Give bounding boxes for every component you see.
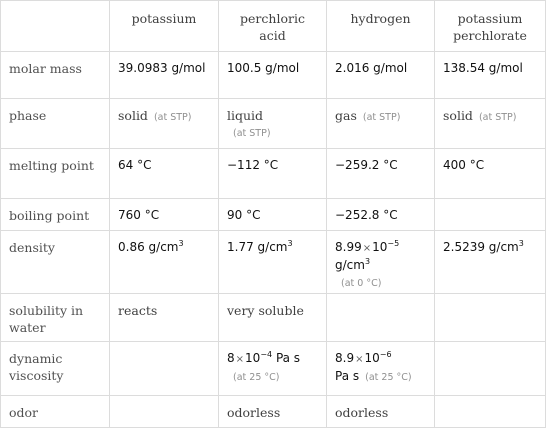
odor-potassium bbox=[110, 396, 219, 428]
table-row bbox=[1, 396, 546, 428]
density-hydrogen bbox=[327, 231, 435, 294]
times-sign: × bbox=[362, 243, 372, 254]
odor-hydrogen: odorless bbox=[327, 396, 435, 428]
row-label-density: density bbox=[1, 231, 110, 294]
power-base: 10 bbox=[245, 351, 261, 365]
molar-mass-hydrogen: 2.016 g/mol bbox=[327, 52, 435, 99]
unit-exponent: 3 bbox=[364, 257, 371, 266]
table-row bbox=[1, 294, 546, 342]
viscosity-condition-note: (at 25 °C) bbox=[365, 372, 412, 383]
density-value: 1.77 g/cm bbox=[227, 240, 288, 254]
times-sign: × bbox=[355, 354, 364, 365]
density-value: 0.86 g/cm bbox=[118, 240, 179, 254]
melting-point-potassium-perchlorate: 400 °C bbox=[435, 149, 546, 199]
density-unit: g/cm bbox=[335, 258, 365, 272]
density-value: 2.5239 g/cm bbox=[443, 240, 519, 254]
table-row bbox=[1, 199, 546, 231]
phase-condition-note: (at STP) bbox=[153, 112, 192, 123]
viscosity-unit: Pa s bbox=[335, 369, 360, 383]
melting-point-perchloric-acid: −112 °C bbox=[219, 149, 327, 199]
power-exponent: −6 bbox=[379, 350, 392, 359]
odor-potassium-perchlorate bbox=[435, 396, 546, 428]
density-perchloric-acid bbox=[219, 231, 327, 294]
solubility-hydrogen bbox=[327, 294, 435, 342]
row-label-melting-point: melting point bbox=[1, 149, 110, 199]
solubility-perchloric-acid: very soluble bbox=[219, 294, 327, 342]
density-condition-note: (at 0 °C) bbox=[341, 278, 382, 289]
power-exponent: −5 bbox=[387, 239, 400, 248]
times-sign: × bbox=[235, 354, 245, 365]
odor-perchloric-acid: odorless bbox=[219, 396, 327, 428]
molar-mass-potassium: 39.0983 g/mol bbox=[110, 52, 219, 99]
viscosity-hydrogen bbox=[327, 342, 435, 396]
row-label-odor: odor bbox=[1, 396, 110, 428]
boiling-point-potassium: 760 °C bbox=[110, 199, 219, 231]
phase-perchloric-acid bbox=[219, 99, 327, 149]
corner-cell bbox=[1, 1, 110, 52]
phase-condition-note: (at STP) bbox=[478, 112, 517, 123]
boiling-point-potassium-perchlorate bbox=[435, 199, 546, 231]
density-potassium bbox=[110, 231, 219, 294]
power-exponent: −4 bbox=[260, 350, 273, 359]
phase-potassium bbox=[110, 99, 219, 149]
viscosity-unit: Pa s bbox=[275, 351, 301, 365]
power-base: 10 bbox=[364, 351, 380, 365]
header-row bbox=[1, 1, 546, 52]
molar-mass-potassium-perchlorate: 138.54 g/mol bbox=[435, 52, 546, 99]
table-row bbox=[1, 52, 546, 99]
solubility-potassium: reacts bbox=[110, 294, 219, 342]
boiling-point-hydrogen: −252.8 °C bbox=[327, 199, 435, 231]
column-header-perchloric-acid: perchloric acid bbox=[219, 1, 327, 52]
row-label-molar-mass: molar mass bbox=[1, 52, 110, 99]
viscosity-condition-note: (at 25 °C) bbox=[233, 372, 280, 383]
density-potassium-perchlorate bbox=[435, 231, 546, 294]
table-row bbox=[1, 149, 546, 199]
viscosity-mantissa: 8.9 bbox=[335, 351, 355, 365]
power-base: 10 bbox=[372, 240, 388, 254]
row-label-solubility-in-water: solubility in water bbox=[1, 294, 110, 342]
boiling-point-perchloric-acid: 90 °C bbox=[219, 199, 327, 231]
column-header-potassium-perchlorate: potassium perchlorate bbox=[435, 1, 546, 52]
viscosity-mantissa: 8 bbox=[227, 351, 235, 365]
row-label-dynamic-viscosity: dynamic viscosity bbox=[1, 342, 110, 396]
row-label-boiling-point: boiling point bbox=[1, 199, 110, 231]
melting-point-hydrogen: −259.2 °C bbox=[327, 149, 435, 199]
melting-point-potassium: 64 °C bbox=[110, 149, 219, 199]
phase-value: liquid bbox=[227, 108, 264, 123]
unit-exponent: 3 bbox=[287, 239, 293, 248]
viscosity-potassium-perchlorate bbox=[435, 342, 546, 396]
column-header-potassium: potassium bbox=[110, 1, 219, 52]
density-mantissa: 8.99 bbox=[335, 240, 362, 254]
phase-value: solid bbox=[118, 108, 148, 123]
solubility-potassium-perchlorate bbox=[435, 294, 546, 342]
table-row bbox=[1, 99, 546, 149]
phase-potassium-perchlorate bbox=[435, 99, 546, 149]
phase-hydrogen bbox=[327, 99, 435, 149]
table-row bbox=[1, 231, 546, 294]
molar-mass-perchloric-acid: 100.5 g/mol bbox=[219, 52, 327, 99]
phase-value: gas bbox=[335, 108, 357, 123]
viscosity-potassium bbox=[110, 342, 219, 396]
phase-value: solid bbox=[443, 108, 473, 123]
unit-exponent: 3 bbox=[518, 239, 524, 248]
column-header-hydrogen: hydrogen bbox=[327, 1, 435, 52]
row-label-phase: phase bbox=[1, 99, 110, 149]
phase-condition-note: (at STP) bbox=[233, 128, 271, 139]
table-row bbox=[1, 342, 546, 396]
phase-condition-note: (at STP) bbox=[362, 112, 401, 123]
unit-exponent: 3 bbox=[178, 239, 184, 248]
viscosity-perchloric-acid bbox=[219, 342, 327, 396]
